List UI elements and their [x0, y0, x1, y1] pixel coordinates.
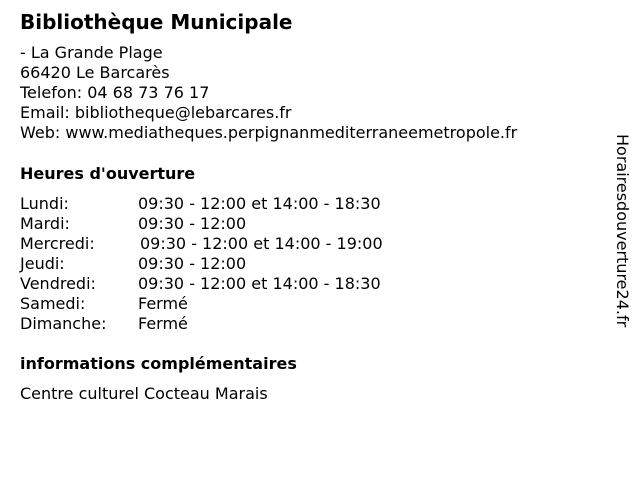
page-title: Bibliothèque Municipale	[20, 10, 293, 34]
hours-time: 09:30 - 12:00	[138, 214, 247, 233]
hours-time: 09:30 - 12:00 et 14:00 - 18:30	[138, 274, 381, 293]
hours-day: Jeudi:	[20, 254, 65, 273]
hours-day: Dimanche:	[20, 314, 107, 333]
additional-info-text: Centre culturel Cocteau Marais	[20, 384, 268, 403]
hours-day: Mardi:	[20, 214, 70, 233]
address-street: - La Grande Plage	[20, 43, 163, 62]
hours-time: 09:30 - 12:00	[138, 254, 247, 273]
hours-day: Vendredi:	[20, 274, 96, 293]
hours-day: Lundi:	[20, 194, 69, 213]
hours-day: Samedi:	[20, 294, 86, 313]
hours-time: 09:30 - 12:00 et 14:00 - 18:30	[138, 194, 381, 213]
hours-time: Fermé	[138, 314, 188, 333]
website-address: Web: www.mediatheques.perpignanmediterraneemetropole.fr	[20, 123, 518, 142]
watermark-text: Horairesdouverture24.fr	[613, 134, 632, 328]
email-address: Email: bibliotheque@lebarcares.fr	[20, 103, 292, 122]
hours-time: Fermé	[138, 294, 188, 313]
additional-info-heading: informations complémentaires	[20, 354, 297, 373]
address-block	[20, 43, 517, 143]
hours-time: 09:30 - 12:00 et 14:00 - 19:00	[140, 234, 383, 253]
hours-day: Mercredi:	[20, 234, 95, 253]
address-city: 66420 Le Barcarès	[20, 63, 170, 82]
phone-number: Telefon: 04 68 73 76 17	[20, 83, 210, 102]
opening-hours-heading: Heures d'ouverture	[20, 164, 196, 183]
